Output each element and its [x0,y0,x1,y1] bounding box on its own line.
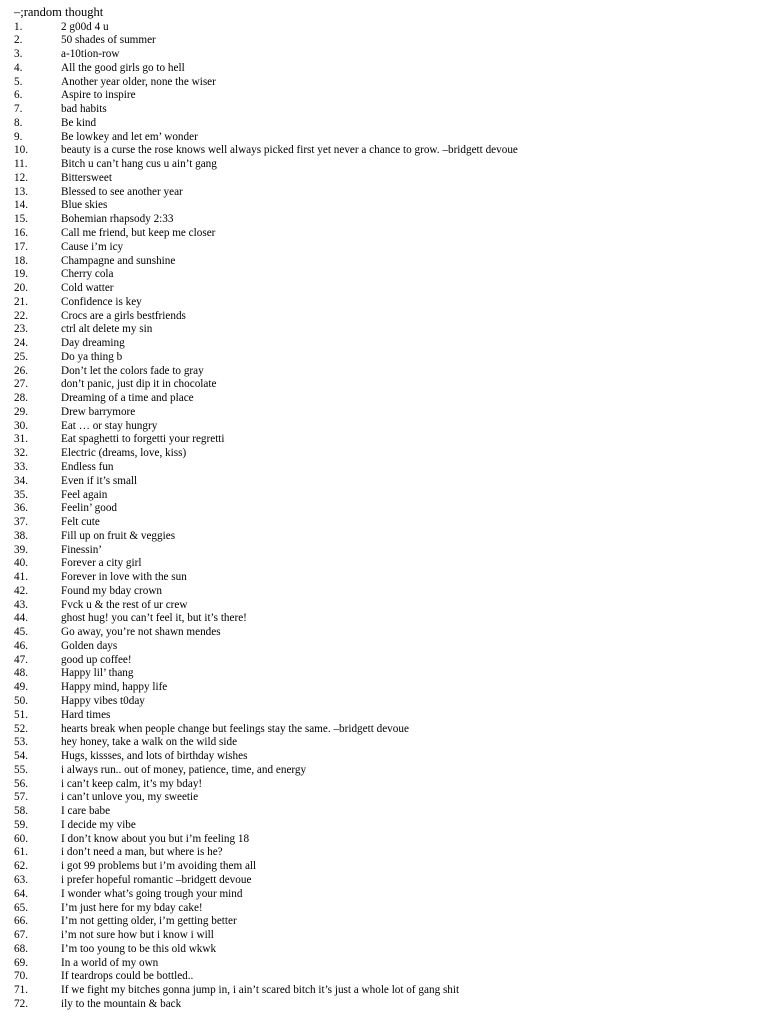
list-item-number: 3. [14,48,23,61]
list-item-number: 44. [14,612,28,625]
list-item-text: don’t panic, just dip it in chocolate [61,378,217,391]
list-item-number: 8. [14,116,23,129]
list-item [0,557,768,571]
list-item [0,117,768,131]
list-item-text: Happy vibes t0day [61,695,145,708]
list-item-text: I’m not getting older, i’m getting better [61,915,237,928]
list-item [0,227,768,241]
list-item-text: Crocs are a girls bestfriends [61,309,186,322]
list-item-text: Aspire to inspire [61,89,136,102]
list-item [0,461,768,475]
list-item [0,34,768,48]
list-item-number: 40. [14,557,28,570]
list-item-number: 63. [14,873,28,886]
list-item-number: 69. [14,956,28,969]
list-item-number: 68. [14,942,28,955]
list-item-text: In a world of my own [61,956,159,969]
list-item [0,846,768,860]
list-item-number: 41. [14,571,28,584]
list-item [0,282,768,296]
list-item-text: 50 shades of summer [61,34,156,47]
list-item-number: 20. [14,282,28,295]
list-item-number: 30. [14,419,28,432]
list-item-number: 46. [14,639,28,652]
list-item-number: 43. [14,598,28,611]
list-item-text: I’m just here for my bday cake! [61,901,203,914]
list-item-number: 66. [14,915,28,928]
list-item [0,296,768,310]
list-item [0,667,768,681]
list-item-number: 54. [14,750,28,763]
list-item-text: i don’t need a man, but where is he? [61,846,223,859]
list-item [0,915,768,929]
list-item [0,805,768,819]
list-item-number: 65. [14,901,28,914]
list-item [0,778,768,792]
list-item-number: 71. [14,984,28,997]
list-item-text: Blessed to see another year [61,185,183,198]
list-item [0,378,768,392]
list-item-text: Happy mind, happy life [61,681,168,694]
list-item-number: 37. [14,516,28,529]
list-item-number: 31. [14,433,28,446]
list-item [0,76,768,90]
list-item [0,957,768,971]
list-item-text: Happy lil’ thang [61,667,134,680]
list-item-number: 17. [14,240,28,253]
list-item-number: 26. [14,364,28,377]
list-item [0,131,768,145]
list-item [0,929,768,943]
list-item [0,860,768,874]
list-item-text: Hugs, kissses, and lots of birthday wishes [61,750,248,763]
list-item-number: 24. [14,337,28,350]
list-item-number: 61. [14,846,28,859]
list-item [0,392,768,406]
list-item-text: Go away, you’re not shawn mendes [61,626,221,639]
list-item-number: 48. [14,667,28,680]
list-item-text: Cherry cola [61,268,114,281]
list-item [0,585,768,599]
list-item-text: Endless fun [61,461,114,473]
list-item [0,158,768,172]
list-item [0,544,768,558]
list-item-number: 32. [14,447,28,460]
list-item [0,241,768,255]
list-item-number: 33. [14,461,28,473]
list-item-number: 64. [14,887,28,900]
list-item-number: 60. [14,832,28,845]
list-item [0,489,768,503]
list-item [0,268,768,282]
list-item-number: 42. [14,584,28,597]
list-item-number: 35. [14,488,28,501]
list-item-number: 13. [14,185,28,198]
list-item-number: 47. [14,653,28,666]
list-item [0,654,768,668]
list-item-number: 58. [14,805,28,818]
list-item-number: 53. [14,736,28,749]
list-item-text: good up coffee! [61,653,132,666]
list-item-text: ghost hug! you can’t feel it, but it’s there! [61,612,247,625]
list-item [0,62,768,76]
list-item-text: Bittersweet [61,171,112,184]
list-item [0,750,768,764]
list-item [0,475,768,489]
list-item [0,433,768,447]
list-item [0,89,768,103]
list-item-text: Don’t let the colors fade to gray [61,364,204,377]
list-item-number: 5. [14,75,23,88]
list-item-text: Be lowkey and let em’ wonder [61,130,198,143]
list-item-text: i’m not sure how but i know i will [61,929,214,942]
list-item [0,709,768,723]
list-item-text: Fill up on fruit & veggies [61,529,176,542]
list-item-text: I’m too young to be this old wkwk [61,942,217,955]
list-item [0,984,768,998]
list-item-number: 52. [14,722,28,735]
list-item [0,213,768,227]
list-item-number: 55. [14,763,28,776]
list-item-number: 70. [14,970,28,983]
list-item-number: 59. [14,818,28,831]
list-item-text: Hard times [61,708,111,721]
list-item-text: hearts break when people change but feelings stay the same. –bridgett devoue [61,722,409,735]
list-item [0,516,768,530]
list-item [0,764,768,778]
list-item-text: I care babe [61,805,111,818]
list-item-text: Dreaming of a time and place [61,392,194,405]
list-item-number: 22. [14,309,28,322]
list-item [0,874,768,888]
list-item-number: 9. [14,130,23,143]
list-item-number: 51. [14,708,28,721]
list-item-text: If we fight my bitches gonna jump in, i ain’t scared bitch it’s just a whole lot of gang shit [61,984,460,997]
list-item-number: 10. [14,144,28,157]
list-item-number: 62. [14,860,28,873]
list-item-text: I wonder what’s going trough your mind [61,887,243,900]
list-item [0,819,768,833]
list-item [0,502,768,516]
list-item [0,998,768,1012]
list-item-number: 12. [14,171,28,184]
list-item-number: 11. [14,158,28,171]
list-item [0,626,768,640]
list-item-text: i prefer hopeful romantic –bridgett devoue [61,873,252,886]
list-item-text: i can’t unlove you, my sweetie [61,791,199,804]
list-item-text: Electric (dreams, love, kiss) [61,447,187,460]
list-item-number: 1. [14,20,23,33]
list-item-number: 23. [14,323,28,336]
list-item-number: 38. [14,529,28,542]
list-item-number: 14. [14,199,28,212]
list-item-text: Even if it’s small [61,474,138,487]
list-item [0,420,768,434]
list-item [0,723,768,737]
list-item [0,681,768,695]
list-item-text: beauty is a curse the rose knows well always picked first yet never a chance to grow. –bridgett devoue [61,144,518,157]
list-item-number: 27. [14,378,28,391]
list-item-text: I don’t know about you but i’m feeling 18 [61,832,250,845]
list-item [0,888,768,902]
list-item-number: 39. [14,543,28,556]
list-item [0,530,768,544]
list-item [0,323,768,337]
list-item-text: Forever a city girl [61,557,142,570]
list-item-text: Felt cute [61,516,100,529]
list-item [0,406,768,420]
list-item-number: 2. [14,34,23,47]
list-item [0,21,768,35]
list-item-number: 57. [14,791,28,804]
list-item [0,695,768,709]
list-item-number: 50. [14,695,28,708]
list-item [0,970,768,984]
list-item-text: i can’t keep calm, it’s my bday! [61,777,203,790]
list-item-text: 2 g00d 4 u [61,20,109,33]
list-item-number: 18. [14,254,28,267]
list-item-number: 45. [14,626,28,639]
list-item-text: Bohemian rhapsody 2:33 [61,213,174,226]
list-item-text: Another year older, none the wiser [61,75,216,88]
list-item-text: Blue skies [61,199,108,212]
list-item-text: bad habits [61,103,107,116]
list-item-number: 56. [14,777,28,790]
list-item-text: Eat … or stay hungry [61,419,158,432]
list-item [0,640,768,654]
list-item-number: 4. [14,61,23,74]
list-item-text: Golden days [61,639,118,652]
list-item [0,337,768,351]
list-item-text: Finessin’ [61,543,103,556]
list-item-text: i always run.. out of money, patience, time, and energy [61,763,307,776]
list-item-number: 19. [14,268,28,281]
list-item-text: Be kind [61,116,97,129]
list-item-number: 67. [14,929,28,942]
list-item [0,103,768,117]
list-item [0,172,768,186]
list-item [0,351,768,365]
list-item-text: Cold watter [61,282,114,295]
list-item-text: a-10tion-row [61,48,120,61]
list-item-number: 16. [14,226,28,239]
list-item-text: i got 99 problems but i’m avoiding them all [61,860,257,873]
list-item-number: 28. [14,392,28,405]
list-item-text: Call me friend, but keep me closer [61,226,216,239]
list-item-number: 21. [14,295,28,308]
list-item-text: Forever in love with the sun [61,571,187,584]
list-item [0,186,768,200]
list-item-number: 6. [14,89,23,102]
list-item-text: ctrl alt delete my sin [61,323,153,336]
list-item [0,736,768,750]
list-item-number: 36. [14,502,28,515]
list-item [0,255,768,269]
list-item [0,612,768,626]
list-item-number: 49. [14,681,28,694]
list-item-text: ily to the mountain & back [61,997,182,1010]
list-item-text: Day dreaming [61,337,125,350]
list-item [0,447,768,461]
list-item-text: Feel again [61,488,108,501]
list-item-text: Drew barrymore [61,405,136,418]
numbered-list [0,21,768,1012]
list-item [0,833,768,847]
list-item-text: Fvck u & the rest of ur crew [61,598,188,611]
list-item-text: I decide my vibe [61,818,136,831]
list-item [0,199,768,213]
list-item-number: 72. [14,997,28,1010]
list-item [0,791,768,805]
list-item-text: Cause i’m icy [61,240,124,253]
list-item [0,943,768,957]
list-item [0,571,768,585]
list-item-text: Champagne and sunshine [61,254,176,267]
list-item [0,48,768,62]
list-item [0,599,768,613]
list-item [0,144,768,158]
list-item-text: Eat spaghetti to forgetti your regretti [61,433,225,446]
list-item [0,902,768,916]
list-item-number: 15. [14,213,28,226]
list-item-number: 7. [14,103,23,116]
document-heading: –;random thought [14,5,104,19]
list-item-number: 29. [14,405,28,418]
list-item-text: hey honey, take a walk on the wild side [61,736,238,749]
list-item-number: 25. [14,350,28,363]
list-item-text: Feelin’ good [61,502,118,515]
list-item-text: If teardrops could be bottled.. [61,970,194,983]
list-item-text: All the good girls go to hell [61,61,185,74]
list-item-text: Bitch u can’t hang cus u ain’t gang [61,158,217,171]
list-item-text: Confidence is key [61,295,142,308]
list-item [0,365,768,379]
list-item [0,310,768,324]
list-item-text: Do ya thing b [61,350,123,363]
list-item-number: 34. [14,474,28,487]
list-item-text: Found my bday crown [61,584,162,597]
